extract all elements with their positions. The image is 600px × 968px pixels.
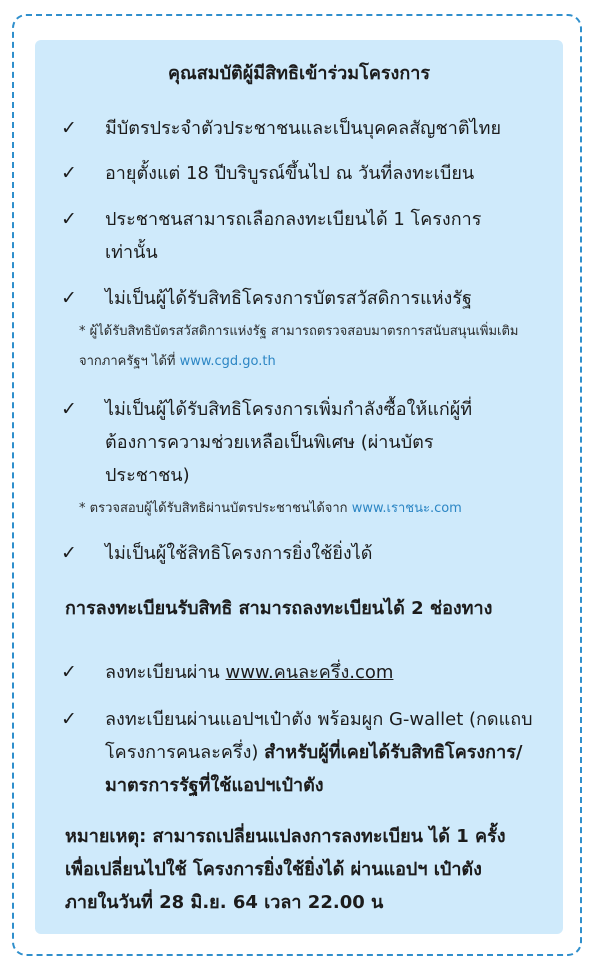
note-text: ผู้ได้รับสิทธิบัตรสวัสดิการแห่งรัฐ สามารถตรวจสอบมาตรการสนับสนุนเพิ่มเติมจากภาครัฐฯ ได้ที่ xyxy=(79,324,519,369)
check-icon: ✓ xyxy=(61,708,77,730)
check-icon: ✓ xyxy=(61,208,77,230)
criteria-note xyxy=(79,317,519,377)
cgd-link[interactable]: www.cgd.go.th xyxy=(179,354,276,369)
check-icon: ✓ xyxy=(61,117,77,139)
check-icon: ✓ xyxy=(61,287,77,309)
channel-text xyxy=(105,656,537,689)
criteria-text: ไม่เป็นผู้ใช้สิทธิโครงการยิ่งใช้ยิ่งได้ xyxy=(105,543,373,564)
criteria-text: ไม่เป็นผู้ได้รับสิทธิโครงการบัตรสวัสดิการแห่งรัฐ xyxy=(105,288,472,309)
note-star: * xyxy=(79,501,86,516)
remark: หมายเหตุ: สามารถเปลี่ยนแปลงการลงทะเบียน ได้ 1 ครั้ง เพื่อเปลี่ยนไปใช้ โครงการยิ่งใช้ยิ่งได้ ผ่านแอปฯ เป๋าตัง ภายในวันที่ 28 มิ.ย. 64 เวลา 22.00 น xyxy=(65,826,506,913)
card-title: คุณสมบัติผู้มีสิทธิเข้าร่วมโครงการ xyxy=(167,63,430,84)
channel-prefix: ลงทะเบียนผ่าน xyxy=(105,662,220,683)
check-icon: ✓ xyxy=(61,398,77,420)
check-icon: ✓ xyxy=(61,162,77,184)
rachana-link[interactable]: www.เราชนะ.com xyxy=(351,501,462,516)
criteria-text: ไม่เป็นผู้ได้รับสิทธิโครงการเพิ่มกำลังซื้อให้แก่ผู้ที่ต้องการความช่วยเหลือเป็นพิเศษ (ผ่านบัตรประชาชน) xyxy=(105,399,473,486)
criteria-note xyxy=(79,494,519,524)
criteria-text: ประชาชนสามารถเลือกลงทะเบียนได้ 1 โครงการเท่านั้น xyxy=(105,209,482,263)
criteria-text: อายุตั้งแต่ 18 ปีบริบูรณ์ขึ้นไป ณ วันที่ลงทะเบียน xyxy=(105,163,475,184)
channel-text xyxy=(105,703,535,802)
check-icon: ✓ xyxy=(61,661,77,683)
channel-bold-note: สำหรับผู้ที่เคยได้รับสิทธิโครงการ/มาตรการรัฐที่ใช้แอปฯเป๋าตัง xyxy=(105,742,523,796)
note-star: * xyxy=(79,324,86,339)
note-text: ตรวจสอบผู้ได้รับสิทธิผ่านบัตรประชาชนได้จาก xyxy=(89,501,348,516)
criteria-text: มีบัตรประจำตัวประชาชนและเป็นบุคคลสัญชาติไทย xyxy=(105,118,501,139)
check-icon: ✓ xyxy=(61,542,77,564)
channel-prefix: ลงทะเบียนผ่านแอปฯเป๋าตัง พร้อมผูก G-wallet (กดแถบโครงการคนละครึ่ง) xyxy=(105,709,533,763)
khonlakhrueng-link[interactable]: www.คนละครึ่ง.com xyxy=(225,662,394,683)
registration-heading: การลงทะเบียนรับสิทธิ สามารถลงทะเบียนได้ 2 ช่องทาง xyxy=(65,598,493,619)
eligibility-card xyxy=(35,40,563,934)
